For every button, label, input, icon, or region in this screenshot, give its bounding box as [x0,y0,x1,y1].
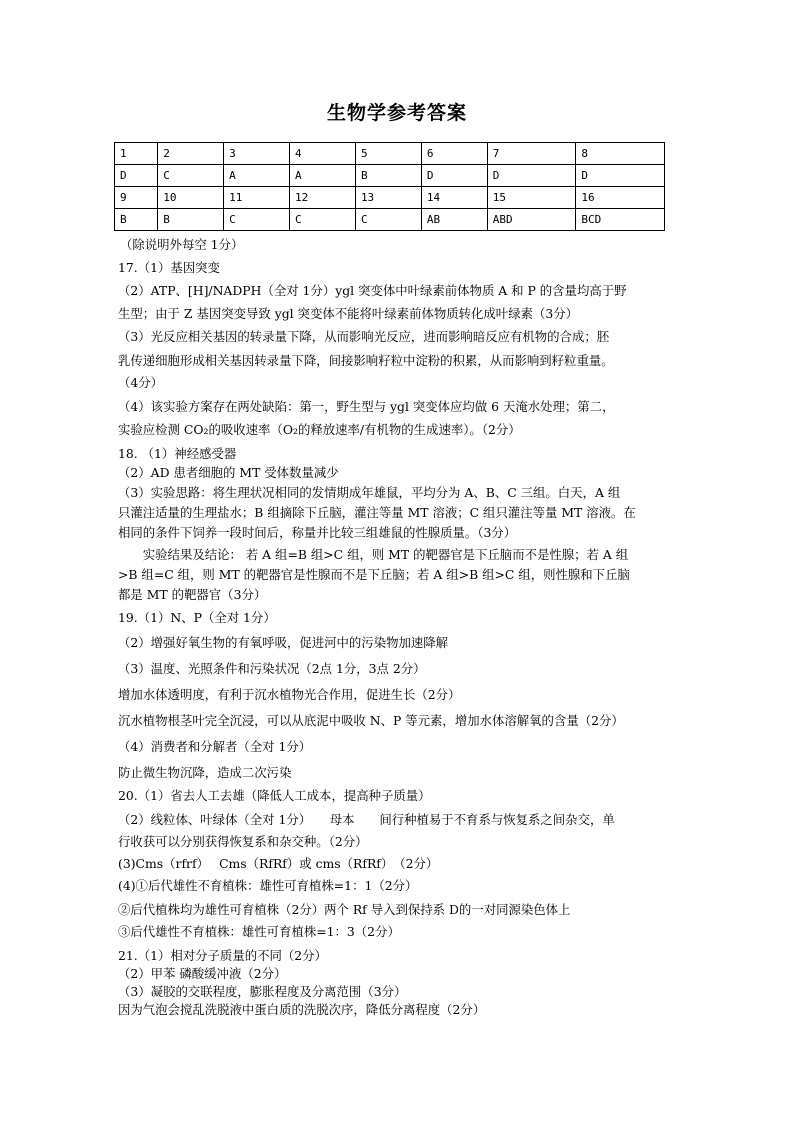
table-cell: 12 [290,187,356,209]
answer-line: 因为气泡会搅乱洗脱液中蛋白质的洗脱次序，降低分离程度（2分） [118,1002,486,1017]
table-cell: A [290,165,356,187]
answer-line: （4分） [118,375,164,390]
table-cell: C [355,209,421,231]
answer-line: ③后代雄性不育植株：雄性可育植株=1：3（2分） [118,924,400,939]
answer-line: （3）实验思路：将生理状况相同的发情期成年雄鼠，平均分为 A、B、C 三组。白天，A 组 [118,485,621,500]
table-row [115,143,665,165]
answer-line: 实验应检测 CO₂的吸收速率（O₂的释放速率/有机物的生成速率）。（2分） [118,422,521,437]
table-cell: C [158,165,224,187]
table-cell: 13 [355,187,421,209]
page-title: 生物学参考答案 [326,102,467,124]
answer-line: 21.（1）相对分子质量的不同（2分） [118,948,327,963]
answer-line: （2）ATP、[H]/NADPH（全对 1分）ygl 突变体中叶绿素前体物质 A 和 P 的含量均高于野 [118,283,627,298]
answer-line: （3）光反应相关基因的转录量下降，从而影响光反应，进而影响暗反应有机物的合成；胚 [118,329,610,344]
answer-line: >B 组=C 组，则 MT 的靶器官是性腺而不是下丘脑；若 A 组>B 组>C 组，则性腺和下丘脑 [118,567,630,582]
answer-line: 实验结果及结论： 若 A 组=B 组>C 组，则 MT 的靶器官是下丘脑而不是性腺；若 A 组 [118,547,629,562]
table-cell: D [487,165,576,187]
answer-line: 相同的条件下饲养一段时间后，称量并比较三组雄鼠的性腺质量。（3分） [118,525,517,540]
answer-line: 增加水体透明度，有利于沉水植物光合作用，促进生长（2分） [118,687,461,702]
answer-line: 都是 MT 的靶器官（3分） [118,587,267,602]
table-cell: D [421,165,487,187]
answer-table [114,142,665,231]
table-cell: 15 [487,187,576,209]
table-cell: C [224,209,290,231]
table-cell: C [290,209,356,231]
table-cell: 16 [576,187,665,209]
answer-line: （2）增强好氧生物的有氧呼吸，促进河中的污染物加速降解 [118,635,449,650]
table-row [115,165,665,187]
table-cell: A [224,165,290,187]
answer-line: 只灌注适量的生理盐水；B 组摘除下丘脑，灌注等量 MT 溶液；C 组只灌注等量 MT 溶液。在 [118,505,636,520]
answer-line: (3)Cms（rfrf） Cms（RfRf）或 cms（RfRf） （2分） [118,856,439,871]
answer-line: 沉水植物根茎叶完全沉浸，可以从底泥中吸收 N、P 等元素，增加水体溶解氧的含量（2分） [118,713,624,728]
table-cell: 4 [290,143,356,165]
table-row [115,187,665,209]
table-cell: 11 [224,187,290,209]
note-text: （除说明外每空 1分） [120,237,244,252]
answer-line: （4）消费者和分解者（全对 1分） [118,739,312,754]
answer-line: 20.（1）省去人工去雄（降低人工成本，提高种子质量） [118,788,431,803]
answer-line: ②后代植株均为雄性可育植株（2分）两个 Rf 导入到保持系 D的一对同源染色体上 [118,902,571,917]
table-cell: 10 [158,187,224,209]
answer-line: （3）温度、光照条件和污染状况（2点 1分，3点 2分） [118,661,426,676]
table-cell: 1 [115,143,158,165]
answer-line: 19.（1）N、P（全对 1分） [118,610,276,625]
table-cell: D [576,165,665,187]
answer-line: 行收获可以分别获得恢复系和杂交种。（2分） [118,834,368,849]
table-cell: B [355,165,421,187]
table-cell: 8 [576,143,665,165]
table-cell: 2 [158,143,224,165]
answer-line: 18. （1）神经感受器 [118,446,237,461]
answer-line: （4）该实验方案存在两处缺陷：第一，野生型与 ygl 突变体应均做 6 天淹水处理；第二， [118,399,615,414]
answer-line: 生型；由于 Z 基因突变导致 ygl 突变体不能将叶绿素前体物质转化成叶绿素（3分） [118,306,579,321]
table-cell: BCD [576,209,665,231]
table-cell: 3 [224,143,290,165]
table-cell: 6 [421,143,487,165]
table-cell: B [115,209,158,231]
answer-line: （3）凝胶的交联程度，膨胀程度及分离范围（3分） [118,984,407,999]
table-cell: 14 [421,187,487,209]
answer-line: （2）线粒体、叶绿体（全对 1分） 母本 间行种植易于不育系与恢复系之间杂交，单 [118,812,615,827]
answer-line: （2）AD 患者细胞的 MT 受体数量减少 [118,465,339,480]
table-cell: D [115,165,158,187]
answer-line: （2）甲苯 磷酸缓冲液（2分） [118,966,287,981]
answer-line: 乳传递细胞形成相关基因转录量下降，间接影响籽粒中淀粉的积累，从而影响到籽粒重量。 [118,353,614,368]
table-cell: 7 [487,143,576,165]
table-row [115,209,665,231]
table-cell: B [158,209,224,231]
table-cell: AB [421,209,487,231]
table-cell: ABD [487,209,576,231]
answer-line: 17.（1）基因突变 [118,260,220,275]
answer-line: 防止微生物沉降，造成二次污染 [118,765,292,780]
table-cell: 5 [355,143,421,165]
table-cell: 9 [115,187,158,209]
answer-line: (4)①后代雄性不育植株：雄性可育植株=1：1（2分） [118,878,418,893]
